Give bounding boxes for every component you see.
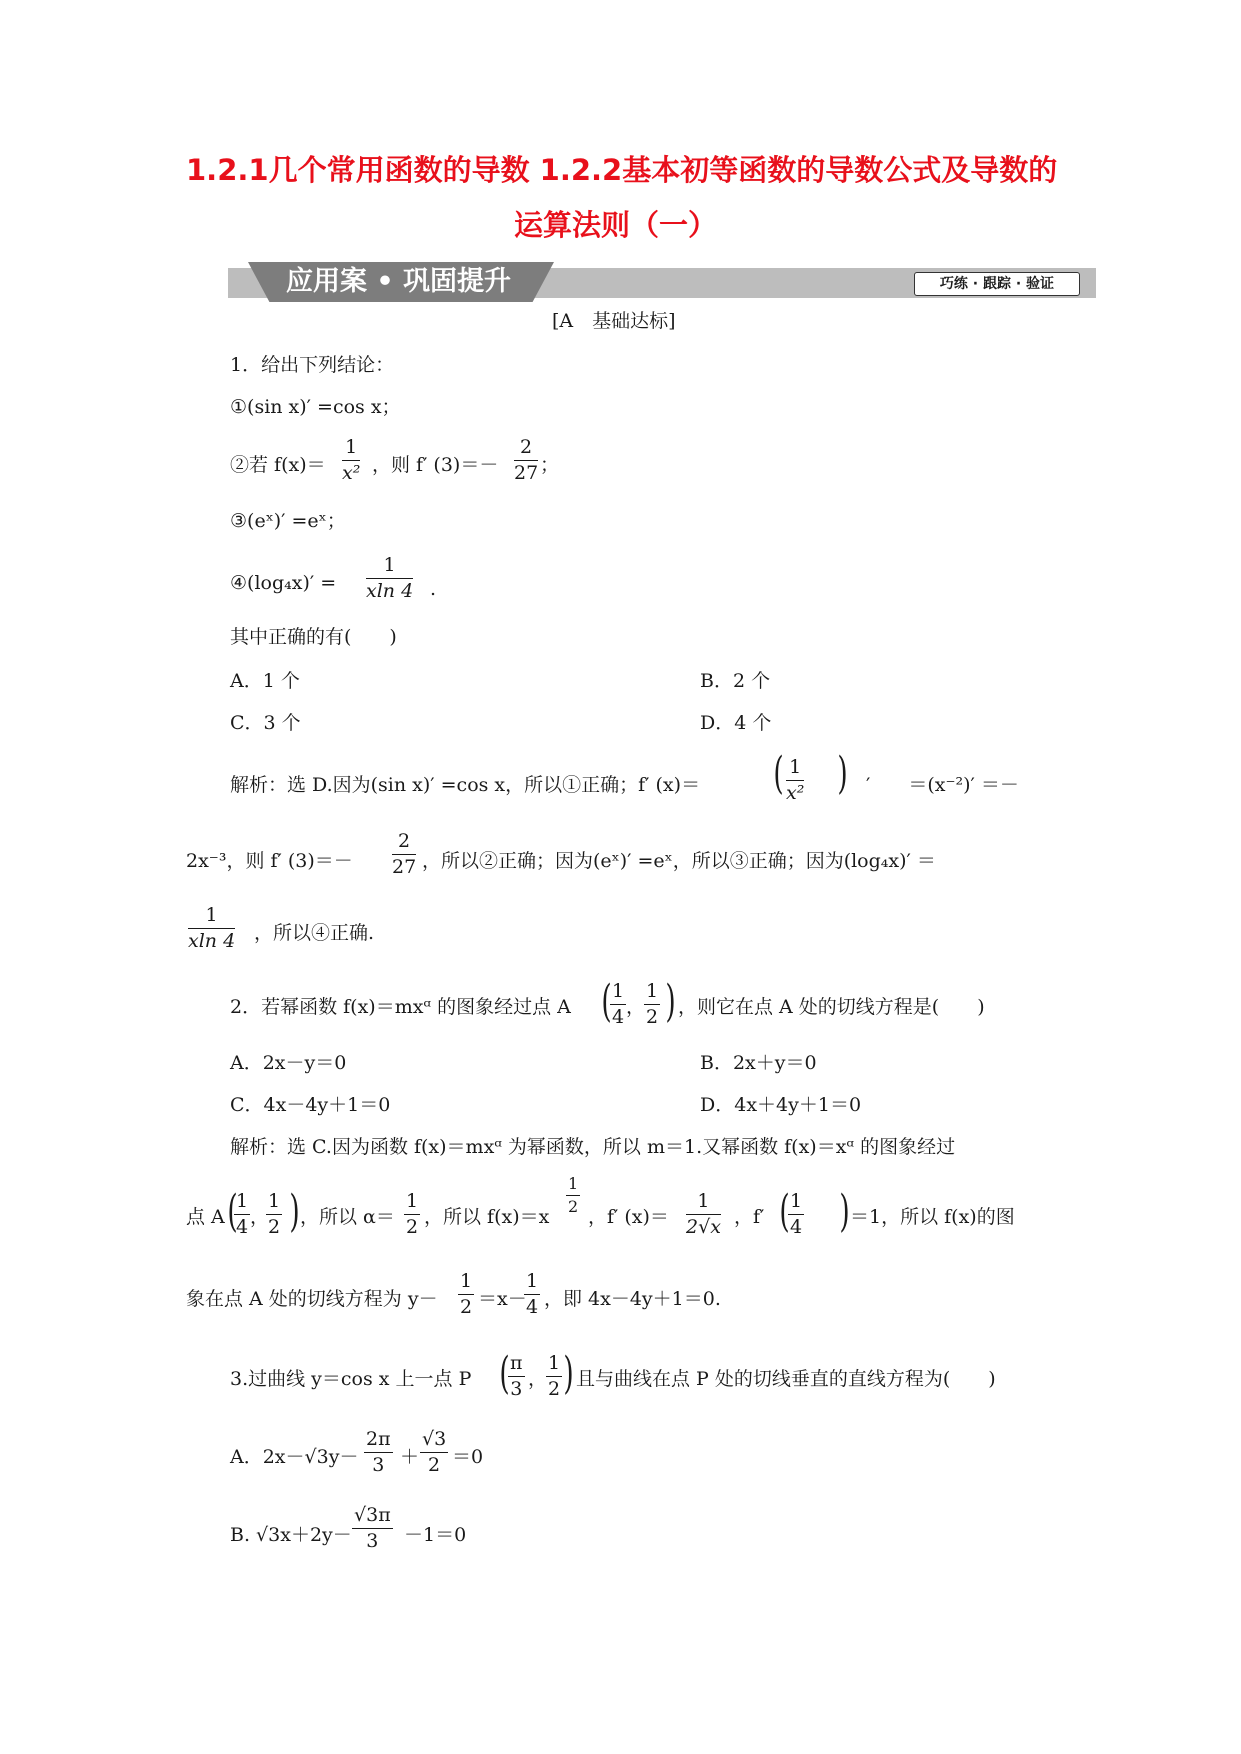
q1-s4-frac: $\frac{1}{xln 4}$ [366,554,414,602]
q2-paren-left: ( [601,976,612,1027]
q2-answer-line2-b: ，所以 f(x)＝x [424,1206,550,1228]
q1-option-c[interactable]: C．3 个 [230,712,301,734]
section-heading: [A 基础达标] [552,310,676,332]
q1-option-d[interactable]: D．4 个 [700,712,772,734]
q1-answer-line3: ，所以④正确. [254,922,375,944]
q1-answer-line2-tail: ，所以②正确；因为(eˣ)′ =eˣ，所以③正确；因为(log₄x)′ ＝ [422,850,936,872]
q1-answer-paren-right: ) [837,748,848,799]
q3-option-a-frac1: $\frac{2\pi}{3}$ [366,1428,391,1476]
q2-ans-point-x: $\frac{1}{4}$ [236,1190,249,1238]
q2-ans-point-y: $\frac{1}{2}$ [268,1190,281,1238]
q1-answer-line1-tail: ′ ＝(x⁻²)′ ＝－ [866,774,1019,796]
q1-option-b[interactable]: B．2 个 [700,670,771,692]
q3-option-b-pre[interactable]: B. √3x＋2y－ [230,1524,352,1546]
banner-label: 应用案 • 巩固提升 [286,266,512,297]
q1-statement-4-pre: ④(log₄x)′ = [230,572,337,594]
q2-stem-tail: ，则它在点 A 处的切线方程是( ) [678,996,985,1018]
q3-paren-left: ( [499,1348,510,1399]
q3-stem-pre: 3.过曲线 y＝cos x 上一点 P [230,1368,472,1390]
q2-stem-pre: 2．若幂函数 f(x)＝mxᵅ 的图象经过点 A [230,996,571,1018]
q3-paren-right: ) [563,1348,574,1399]
q1-answer-frac2: $\frac{2}{27}$ [392,830,417,878]
q2-option-d[interactable]: D．4x＋4y＋1＝0 [700,1094,862,1116]
q3-point-x: $\frac{\pi}{3}$ [510,1352,523,1400]
q3-option-a-end: ＝0 [452,1446,484,1468]
q2-answer-line2-pre: 点 A [186,1206,225,1228]
page-title-line2: 运算法则（一） [514,208,718,242]
q2-ans-paren-right: ) [289,1186,300,1237]
q1-statement-2-mid: ，则 f′ (3)＝－ [372,454,499,476]
q2-paren-right: ) [665,976,676,1027]
q1-statement-3: ③(eˣ)′ =eˣ； [230,510,346,532]
q3-option-b-end: －1＝0 [404,1524,467,1546]
q3-point-comma: ， [528,1368,548,1390]
q2-answer-line3-mid: ＝x－ [478,1288,527,1310]
q3-stem-tail: 且与曲线在点 P 处的切线垂直的直线方程为( ) [576,1368,996,1390]
q2-answer-line2-d: ，f′ [734,1206,765,1228]
banner-badge: 巧练 · 跟踪 · 验证 [914,272,1080,296]
q2-point-y: $\frac{1}{2}$ [646,980,659,1028]
q1-answer-line2-pre: 2x⁻³，则 f′ (3)＝－ [186,850,353,872]
q2-ans-tangent-frac2: $\frac{1}{4}$ [526,1270,539,1318]
q1-statement-4-end: . [430,578,437,600]
q1-answer-line1: 解析：选 D.因为(sin x)′ =cos x，所以①正确；f′ (x)＝ [230,774,701,796]
q1-statement-2-end: ； [540,454,560,476]
q1-s2-frac2: $\frac{2}{27}$ [514,436,539,484]
q1-statement-2-pre: ②若 f(x)＝ [230,454,326,476]
q2-ans-point-comma: ， [250,1206,270,1228]
q2-ans-eval-frac: $\frac{1}{4}$ [790,1190,803,1238]
q2-ans-paren-left: ( [227,1186,238,1237]
q1-option-a[interactable]: A．1 个 [230,670,300,692]
q3-point-y: $\frac{1}{2}$ [548,1352,561,1400]
q2-option-c[interactable]: C．4x－4y＋1＝0 [230,1094,391,1116]
q1-answer-frac3: $\frac{1}{xln 4}$ [188,904,236,952]
q1-stem: 1．给出下列结论： [230,354,395,376]
q3-option-b-frac: $\frac{√3\pi}{3}$ [354,1504,391,1552]
q1-statement-1: ①(sin x)′ =cos x； [230,396,401,418]
q2-ans-exponent-frac: $\frac{1}{2}$ [568,1174,579,1216]
q2-answer-line3-pre: 象在点 A 处的切线方程为 y－ [186,1288,438,1310]
q3-option-a-mid: ＋ [400,1446,420,1468]
q2-point-x: $\frac{1}{4}$ [612,980,625,1028]
q2-ans-tangent-frac1: $\frac{1}{2}$ [460,1270,473,1318]
page-title-line1: 1.2.1几个常用函数的导数 1.2.2基本初等函数的导数公式及导数的 [186,153,1058,187]
q1-s2-frac1: $\frac{1}{\text{x²}}$ [342,436,361,484]
q2-ans-paren2-left: ( [779,1186,790,1237]
q3-option-a-frac2: $\frac{√3}{2}$ [422,1428,447,1476]
q1-ask: 其中正确的有( ) [230,626,397,648]
q2-answer-line2-a: ，所以 α＝ [300,1206,395,1228]
q2-answer-line1: 解析：选 C.因为函数 f(x)＝mxᵅ 为幂函数，所以 m＝1.又幂函数 f(x)＝xᵅ 的图象经过 [230,1136,956,1158]
q1-answer-frac1: $\frac{1}{\text{x²}}$ [786,756,805,804]
q2-option-b[interactable]: B．2x＋y＝0 [700,1052,817,1074]
q3-option-a-pre[interactable]: A．2x－√3y－ [230,1446,359,1468]
q2-answer-line3-end: ，即 4x－4y＋1＝0. [544,1288,721,1310]
q2-option-a[interactable]: A．2x－y＝0 [230,1052,347,1074]
q1-answer-paren-left: ( [773,748,784,799]
q2-ans-paren2-right: ) [839,1186,850,1237]
q2-answer-line2-c: ，f′ (x)＝ [588,1206,669,1228]
q2-ans-alpha-frac: $\frac{1}{2}$ [406,1190,419,1238]
q2-ans-deriv-frac: $\frac{1}{2√x}$ [686,1190,721,1238]
q2-point-comma: ， [626,996,646,1018]
q2-answer-line2-e: ＝1，所以 f(x)的图 [850,1206,1015,1228]
